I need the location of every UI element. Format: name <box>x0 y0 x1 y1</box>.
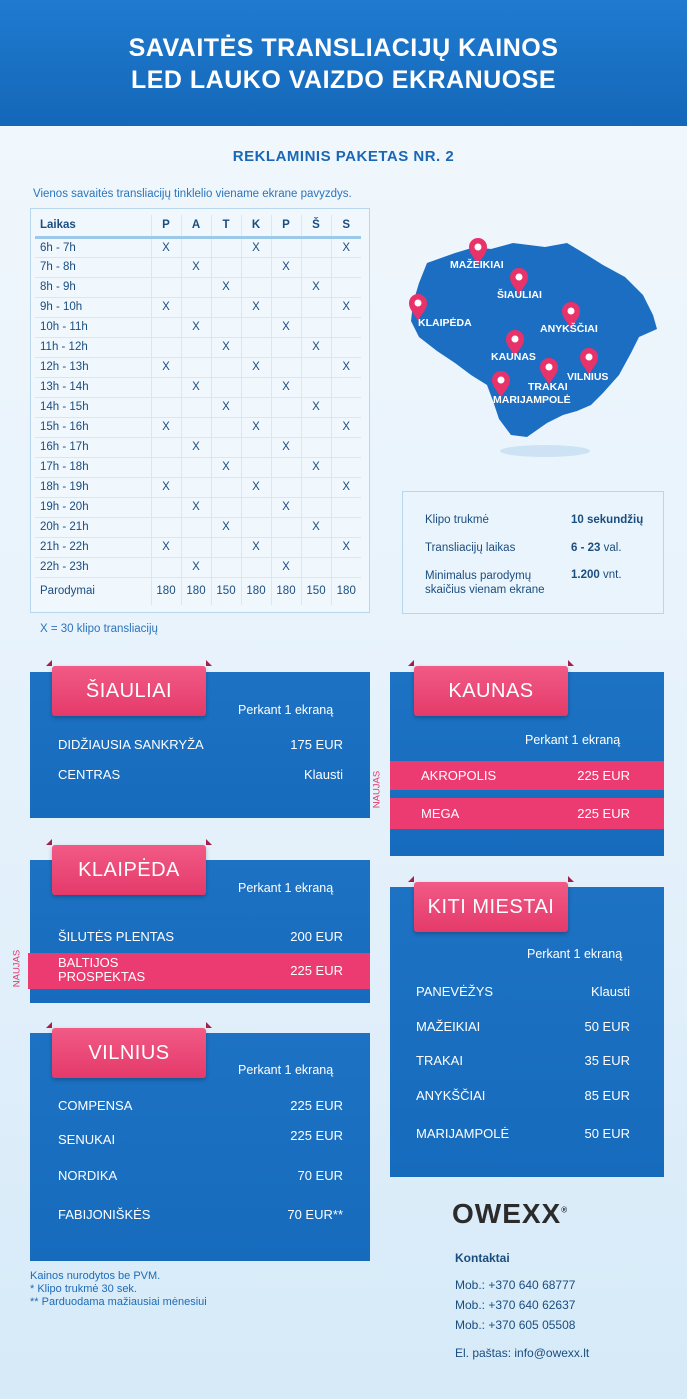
perkant-label: Perkant 1 ekraną <box>238 703 334 717</box>
location-name: AKROPOLIS <box>421 768 497 783</box>
info-value-unit: val. <box>600 542 622 554</box>
map-city-label: TRAKAI <box>528 381 568 393</box>
schedule-slot-cell <box>211 257 241 277</box>
location-price: 70 EUR <box>297 1168 343 1183</box>
schedule-slot-cell <box>271 457 301 477</box>
schedule-col-day: P <box>271 215 301 237</box>
schedule-slot-cell: X <box>151 357 181 377</box>
schedule-slot-cell <box>271 477 301 497</box>
schedule-slot-cell <box>271 537 301 557</box>
schedule-time-cell: 14h - 15h <box>35 397 151 417</box>
schedule-slot-cell: X <box>181 377 211 397</box>
schedule-row <box>35 557 361 577</box>
schedule-slot-cell: X <box>331 477 361 497</box>
schedule-slot-cell: X <box>181 557 211 577</box>
location-price: 225 EUR <box>577 806 630 821</box>
schedule-slot-cell: X <box>181 317 211 337</box>
schedule-slot-cell: X <box>301 337 331 357</box>
schedule-row <box>35 477 361 497</box>
schedule-slot-cell <box>181 297 211 317</box>
schedule-slot-cell <box>301 237 331 257</box>
schedule-row <box>35 537 361 557</box>
location-name: PANEVĖŽYS <box>416 984 494 999</box>
schedule-slot-cell <box>211 377 241 397</box>
siauliai-title-tag: ŠIAULIAI <box>52 666 206 716</box>
schedule-slot-cell: X <box>301 457 331 477</box>
new-label: NAUJAS <box>11 949 23 988</box>
kiti-miestai-title-tag: KITI MIESTAI <box>414 882 568 932</box>
schedule-footer-value: 180 <box>151 577 181 605</box>
schedule-slot-cell <box>331 337 361 357</box>
location-name: FABIJONIŠKĖS <box>58 1207 151 1222</box>
schedule-slot-cell <box>211 537 241 557</box>
schedule-slot-cell: X <box>181 497 211 517</box>
schedule-slot-cell <box>331 457 361 477</box>
schedule-row <box>35 517 361 537</box>
schedule-slot-cell: X <box>211 397 241 417</box>
info-key: Transliacijų laikas <box>425 542 516 554</box>
schedule-time-cell: 11h - 12h <box>35 337 151 357</box>
logo-reg-mark: ® <box>561 1205 569 1215</box>
clip-info-box <box>402 491 664 614</box>
schedule-footer-row <box>35 577 361 605</box>
schedule-slot-cell <box>211 317 241 337</box>
schedule-slot-cell <box>331 517 361 537</box>
schedule-row <box>35 297 361 317</box>
schedule-slot-cell <box>301 557 331 577</box>
schedule-col-day: P <box>151 215 181 237</box>
schedule-slot-cell <box>301 497 331 517</box>
map-city-label: VILNIUS <box>567 371 609 383</box>
location-name: ANYKŠČIAI <box>416 1088 486 1103</box>
location-name: COMPENSA <box>58 1098 133 1113</box>
contacts-title: Kontaktai <box>455 1251 510 1265</box>
schedule-slot-cell <box>151 397 181 417</box>
schedule-slot-cell <box>271 237 301 257</box>
header-title-line2: LED LAUKO VAIZDO EKRANUOSE <box>130 66 557 94</box>
schedule-footer-value: 180 <box>331 577 361 605</box>
schedule-slot-cell <box>211 237 241 257</box>
schedule-slot-cell: X <box>331 537 361 557</box>
schedule-row <box>35 277 361 297</box>
kaunas-highlight-row <box>390 761 664 790</box>
owexx-logo <box>452 1198 568 1230</box>
schedule-slot-cell: X <box>151 417 181 437</box>
schedule-slot-cell <box>271 397 301 417</box>
contact-phone[interactable]: Mob.: +370 640 62637 <box>455 1298 576 1312</box>
schedule-row <box>35 237 361 257</box>
schedule-slot-cell <box>301 477 331 497</box>
schedule-slot-cell <box>331 557 361 577</box>
schedule-slot-cell <box>241 257 271 277</box>
map-city-label: KAUNAS <box>491 351 536 363</box>
lithuania-map <box>395 225 675 465</box>
schedule-row <box>35 337 361 357</box>
schedule-slot-cell <box>181 457 211 477</box>
schedule-time-cell: 22h - 23h <box>35 557 151 577</box>
schedule-slot-cell: X <box>331 357 361 377</box>
schedule-row <box>35 457 361 477</box>
schedule-slot-cell <box>181 237 211 257</box>
schedule-row <box>35 417 361 437</box>
schedule-slot-cell <box>331 397 361 417</box>
schedule-slot-cell: X <box>241 297 271 317</box>
schedule-slot-cell <box>211 417 241 437</box>
footnotes <box>30 1270 207 1309</box>
schedule-slot-cell: X <box>301 397 331 417</box>
schedule-slot-cell <box>181 357 211 377</box>
schedule-time-cell: 13h - 14h <box>35 377 151 397</box>
schedule-col-day: K <box>241 215 271 237</box>
schedule-slot-cell <box>301 317 331 337</box>
schedule-time-cell: 21h - 22h <box>35 537 151 557</box>
footnote: Kainos nurodytos be PVM. <box>30 1270 161 1282</box>
schedule-slot-cell <box>151 497 181 517</box>
location-price: 225 EUR <box>290 1098 343 1113</box>
info-value-number: 1.200 <box>571 569 600 581</box>
schedule-table-box <box>30 208 370 613</box>
schedule-footer-value: 150 <box>301 577 331 605</box>
schedule-time-cell: 12h - 13h <box>35 357 151 377</box>
location-price: 200 EUR <box>290 929 343 944</box>
schedule-slot-cell <box>181 337 211 357</box>
schedule-slot-cell <box>151 277 181 297</box>
schedule-footer-value: 180 <box>271 577 301 605</box>
info-value <box>571 569 622 581</box>
location-price: Klausti <box>590 984 630 999</box>
schedule-slot-cell <box>181 477 211 497</box>
schedule-slot-cell: X <box>181 257 211 277</box>
schedule-slot-cell <box>151 517 181 537</box>
location-price: 225 EUR <box>577 768 630 783</box>
schedule-slot-cell <box>151 377 181 397</box>
schedule-row <box>35 497 361 517</box>
schedule-slot-cell: X <box>241 237 271 257</box>
schedule-time-cell: 10h - 11h <box>35 317 151 337</box>
schedule-slot-cell <box>241 557 271 577</box>
map-city-label: ANYKŠČIAI <box>540 323 598 335</box>
schedule-time-cell: 17h - 18h <box>35 457 151 477</box>
lithuania-map-shape <box>395 225 675 465</box>
schedule-slot-cell <box>241 337 271 357</box>
schedule-slot-cell <box>271 517 301 537</box>
schedule-slot-cell <box>151 437 181 457</box>
schedule-slot-cell <box>331 437 361 457</box>
schedule-slot-cell: X <box>211 517 241 537</box>
schedule-slot-cell: X <box>151 537 181 557</box>
schedule-slot-cell <box>211 297 241 317</box>
schedule-row <box>35 257 361 277</box>
schedule-slot-cell <box>331 317 361 337</box>
location-name: MARIJAMPOLĖ <box>416 1126 510 1141</box>
schedule-slot-cell <box>241 317 271 337</box>
schedule-slot-cell <box>301 437 331 457</box>
location-name-line: BALTIJOS <box>58 955 119 970</box>
schedule-row <box>35 357 361 377</box>
schedule-slot-cell: X <box>211 337 241 357</box>
schedule-slot-cell <box>241 497 271 517</box>
vilnius-title-tag: VILNIUS <box>52 1028 206 1078</box>
location-name-line: PROSPEKTAS <box>58 969 146 984</box>
schedule-slot-cell <box>301 537 331 557</box>
schedule-slot-cell <box>271 277 301 297</box>
schedule-slot-cell <box>331 377 361 397</box>
kaunas-title-tag: KAUNAS <box>414 666 568 716</box>
schedule-table <box>35 215 361 605</box>
location-name: TRAKAI <box>416 1053 463 1068</box>
schedule-time-cell: 20h - 21h <box>35 517 151 537</box>
schedule-slot-cell: X <box>271 257 301 277</box>
schedule-footer-value: 180 <box>241 577 271 605</box>
map-city-label: MAŽEIKIAI <box>450 259 504 271</box>
logo-text: OWEXX <box>452 1198 562 1229</box>
info-value-unit: vnt. <box>599 569 622 581</box>
location-name: MAŽEIKIAI <box>416 1019 481 1034</box>
schedule-slot-cell: X <box>241 417 271 437</box>
schedule-slot-cell: X <box>331 297 361 317</box>
schedule-header-row <box>35 215 361 237</box>
location-price: Klausti <box>303 767 343 782</box>
location-price: 50 EUR <box>584 1019 630 1034</box>
schedule-slot-cell <box>151 337 181 357</box>
schedule-slot-cell <box>241 277 271 297</box>
schedule-slot-cell <box>181 517 211 537</box>
schedule-slot-cell <box>301 377 331 397</box>
schedule-footer-value: 150 <box>211 577 241 605</box>
schedule-time-cell: 15h - 16h <box>35 417 151 437</box>
schedule-footer-label: Parodymai <box>40 585 95 598</box>
info-key: Minimalus parodymų skaičius vienam ekrane <box>425 570 545 596</box>
schedule-slot-cell: X <box>151 477 181 497</box>
schedule-row <box>35 397 361 417</box>
klaipeda-title-tag: KLAIPĖDA <box>52 845 206 895</box>
perkant-label: Perkant 1 ekraną <box>238 1063 334 1077</box>
schedule-slot-cell: X <box>241 357 271 377</box>
location-name: ŠILUTĖS PLENTAS <box>58 929 175 944</box>
schedule-slot-cell: X <box>331 237 361 257</box>
schedule-slot-cell <box>241 377 271 397</box>
schedule-slot-cell: X <box>241 537 271 557</box>
schedule-slot-cell: X <box>271 437 301 457</box>
location-name: NORDIKA <box>58 1168 118 1183</box>
schedule-col-day: A <box>181 215 211 237</box>
schedule-caption: Vienos savaitės transliacijų tinklelio viename ekrane pavyzdys. <box>33 188 352 200</box>
schedule-slot-cell <box>151 257 181 277</box>
schedule-slot-cell: X <box>301 277 331 297</box>
schedule-slot-cell: X <box>211 457 241 477</box>
location-name <box>58 956 145 984</box>
schedule-time-cell: 16h - 17h <box>35 437 151 457</box>
location-price: 175 EUR <box>290 737 343 752</box>
schedule-slot-cell <box>241 437 271 457</box>
map-city-label: MARIJAMPOLĖ <box>493 394 571 406</box>
location-price: 50 EUR <box>584 1126 630 1141</box>
schedule-slot-cell <box>301 357 331 377</box>
location-price: 225 EUR <box>290 963 343 978</box>
schedule-slot-cell <box>271 337 301 357</box>
schedule-time-cell: 6h - 7h <box>35 237 151 257</box>
schedule-row <box>35 317 361 337</box>
map-city-label: ŠIAULIAI <box>497 289 542 301</box>
header-banner <box>0 0 687 126</box>
location-price: 225 EUR <box>290 1128 343 1143</box>
schedule-slot-cell <box>241 457 271 477</box>
schedule-slot-cell <box>211 497 241 517</box>
schedule-col-day: Š <box>301 215 331 237</box>
schedule-slot-cell <box>331 257 361 277</box>
schedule-slot-cell <box>211 357 241 377</box>
perkant-label: Perkant 1 ekraną <box>527 947 623 961</box>
schedule-legend: X = 30 klipo transliacijų <box>40 623 158 635</box>
location-price: 85 EUR <box>584 1088 630 1103</box>
schedule-slot-cell <box>241 397 271 417</box>
schedule-col-day: T <box>211 215 241 237</box>
package-subtitle: REKLAMINIS PAKETAS NR. 2 <box>232 148 455 165</box>
schedule-slot-cell <box>301 297 331 317</box>
schedule-slot-cell <box>211 437 241 457</box>
schedule-slot-cell: X <box>151 237 181 257</box>
klaipeda-highlight-row <box>28 953 370 989</box>
schedule-slot-cell <box>151 457 181 477</box>
schedule-slot-cell <box>271 417 301 437</box>
schedule-slot-cell <box>151 557 181 577</box>
schedule-slot-cell: X <box>271 317 301 337</box>
schedule-slot-cell <box>331 277 361 297</box>
schedule-slot-cell <box>241 517 271 537</box>
schedule-slot-cell: X <box>241 477 271 497</box>
schedule-col-time: Laikas <box>35 215 151 237</box>
schedule-slot-cell <box>181 277 211 297</box>
schedule-slot-cell <box>301 417 331 437</box>
info-value <box>571 542 622 554</box>
header-title-line1: SAVAITĖS TRANSLIACIJŲ KAINOS <box>128 34 559 62</box>
schedule-slot-cell: X <box>271 497 301 517</box>
schedule-slot-cell <box>211 477 241 497</box>
schedule-slot-cell: X <box>151 297 181 317</box>
location-name: SENUKAI <box>58 1132 116 1147</box>
schedule-col-day: S <box>331 215 361 237</box>
schedule-slot-cell: X <box>331 417 361 437</box>
schedule-slot-cell <box>271 297 301 317</box>
schedule-slot-cell: X <box>301 517 331 537</box>
schedule-time-cell: 9h - 10h <box>35 297 151 317</box>
schedule-slot-cell <box>301 257 331 277</box>
schedule-footer-value: 180 <box>181 577 211 605</box>
location-name: MEGA <box>421 806 460 821</box>
schedule-slot-cell <box>181 537 211 557</box>
info-key: Klipo trukmė <box>425 514 489 526</box>
schedule-time-cell: 18h - 19h <box>35 477 151 497</box>
location-name: DIDŽIAUSIA SANKRYŽA <box>58 737 204 752</box>
contact-email[interactable]: El. paštas: info@owexx.lt <box>455 1346 590 1360</box>
perkant-label: Perkant 1 ekraną <box>525 733 621 747</box>
contact-phone[interactable]: Mob.: +370 605 05508 <box>455 1318 576 1332</box>
schedule-time-cell: 8h - 9h <box>35 277 151 297</box>
schedule-time-cell: 7h - 8h <box>35 257 151 277</box>
schedule-slot-cell <box>181 397 211 417</box>
footnote: ** Parduodama mažiausiai mėnesiui <box>30 1296 207 1308</box>
schedule-slot-cell: X <box>271 377 301 397</box>
contact-phone[interactable]: Mob.: +370 640 68777 <box>455 1278 576 1292</box>
schedule-slot-cell <box>331 497 361 517</box>
location-price: 70 EUR** <box>287 1207 343 1222</box>
schedule-slot-cell: X <box>181 437 211 457</box>
schedule-row <box>35 437 361 457</box>
new-label: NAUJAS <box>371 770 383 809</box>
schedule-time-cell: 19h - 20h <box>35 497 151 517</box>
footnote: * Klipo trukmė 30 sek. <box>30 1283 137 1295</box>
location-name: CENTRAS <box>58 767 121 782</box>
schedule-slot-cell <box>271 357 301 377</box>
schedule-slot-cell <box>211 557 241 577</box>
perkant-label: Perkant 1 ekraną <box>238 881 334 895</box>
schedule-slot-cell: X <box>211 277 241 297</box>
location-price: 35 EUR <box>584 1053 630 1068</box>
schedule-slot-cell <box>181 417 211 437</box>
info-value-number: 6 - 23 <box>571 542 601 554</box>
map-city-label: KLAIPĖDA <box>418 317 472 329</box>
schedule-slot-cell: X <box>271 557 301 577</box>
schedule-slot-cell <box>151 317 181 337</box>
schedule-row <box>35 377 361 397</box>
kaunas-highlight-row <box>390 798 664 829</box>
info-value: 10 sekundžių <box>571 514 644 526</box>
